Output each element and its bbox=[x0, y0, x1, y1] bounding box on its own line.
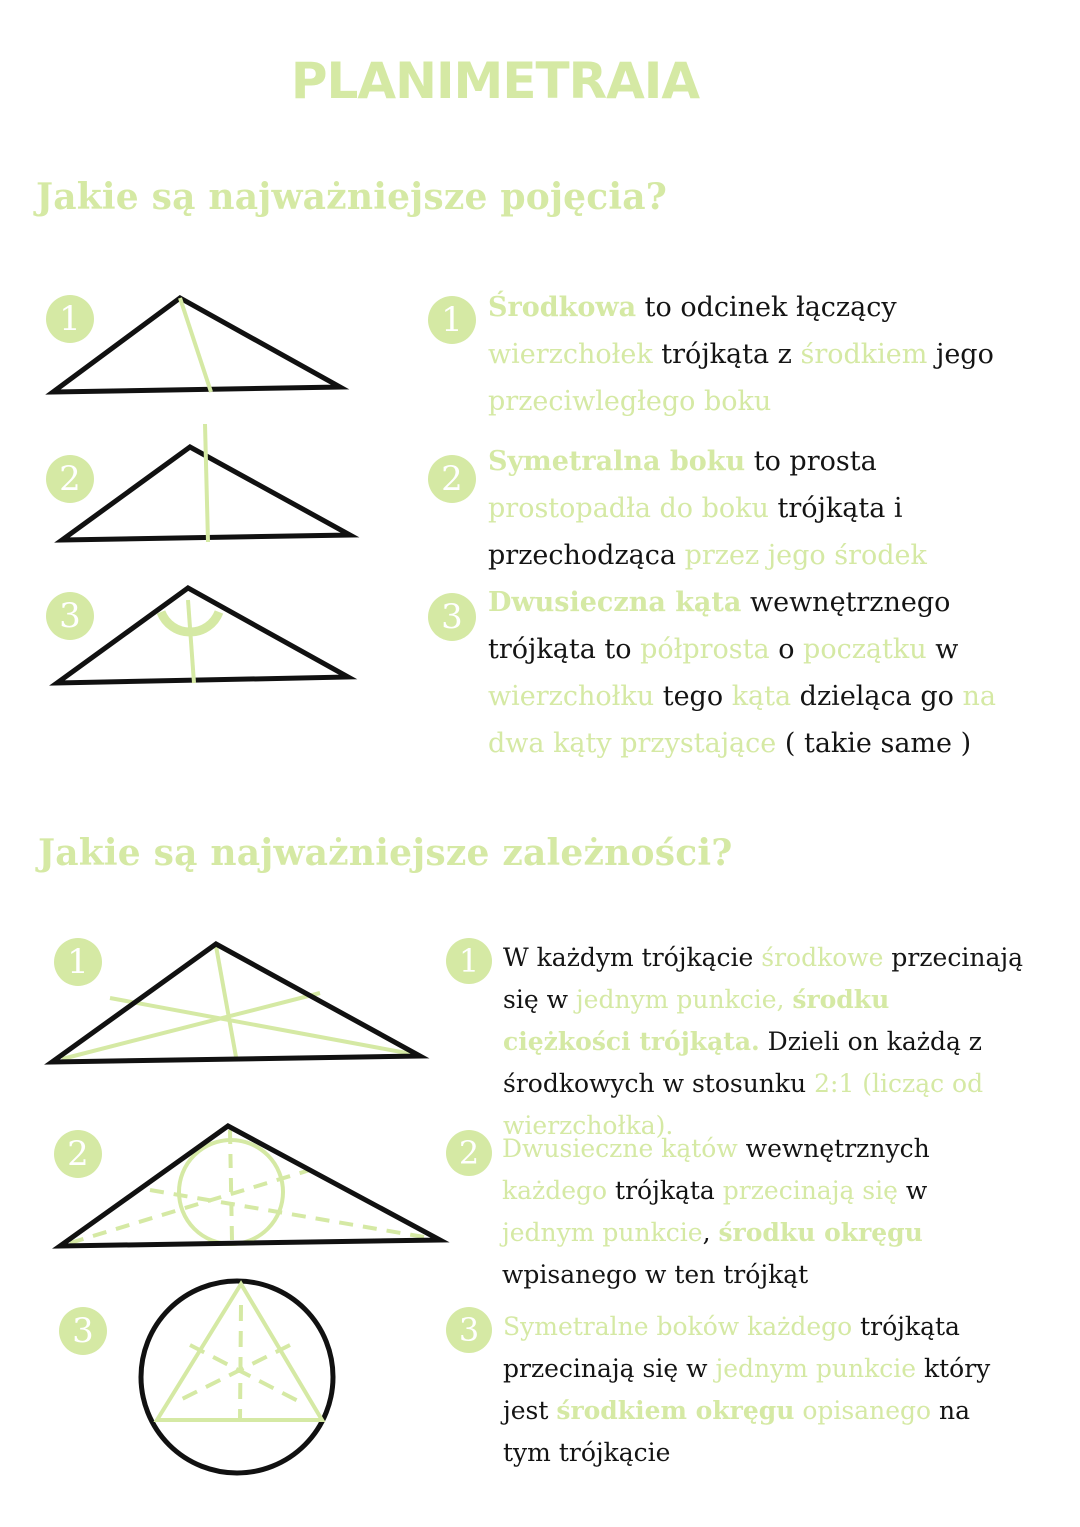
section-heading-concepts: Jakie są najważniejsze pojęcia? bbox=[36, 176, 668, 218]
relation-number-1: 1 bbox=[446, 938, 492, 984]
definition-number-3: 3 bbox=[428, 593, 476, 641]
relation-centroid-text: W każdym trójkącie środkowe przecinają się w jednym punkcie, środku ciężkości trójkąta. Dzieli on każdą z środkowych w stosunku 2:1 (licząc od wierzchołka). bbox=[503, 943, 1024, 1140]
relation-circumcircle-text: Symetralne boków każdego trójkąta przecinają się w jednym punkcie który jest środkiem okręgu opisanego na tym trójkącie bbox=[503, 1312, 991, 1467]
relation-incircle-text: Dwusieczne kątów wewnętrznych każdego trójkąta przecinają się w jednym punkcie, środku okręgu wpisanego w ten trójkąt bbox=[502, 1134, 930, 1289]
section-heading-relations: Jakie są najważniejsze zależności? bbox=[38, 832, 733, 874]
relation-number-3: 3 bbox=[446, 1307, 492, 1353]
diagram-number-2: 2 bbox=[54, 1130, 102, 1178]
relation-number-2: 2 bbox=[446, 1130, 492, 1176]
page-title: PLANIMETRAIA bbox=[290, 52, 700, 110]
diagram-number-3: 3 bbox=[46, 592, 94, 640]
diagram-number-2: 2 bbox=[46, 455, 94, 503]
definition-angle-bisector: Dwusieczna kąta wewnętrznego trójkąta to półprosta o początku w wierzchołku tego kąta dzieląca go na dwa kąty przystające ( takie same ) bbox=[488, 587, 996, 759]
diagram-number-3: 3 bbox=[59, 1307, 107, 1355]
definition-perpendicular-bisector: Symetralna boku to prosta prostopadła do boku trójkąta i przechodząca przez jego środek bbox=[488, 446, 927, 571]
diagram-number-1: 1 bbox=[54, 938, 102, 986]
diagram-number-1: 1 bbox=[46, 295, 94, 343]
definition-number-2: 2 bbox=[428, 455, 476, 503]
definition-number-1: 1 bbox=[428, 296, 476, 344]
definition-median: Środkowa to odcinek łączący wierzchołek trójkąta z środkiem jego przeciwległego boku bbox=[488, 292, 994, 417]
